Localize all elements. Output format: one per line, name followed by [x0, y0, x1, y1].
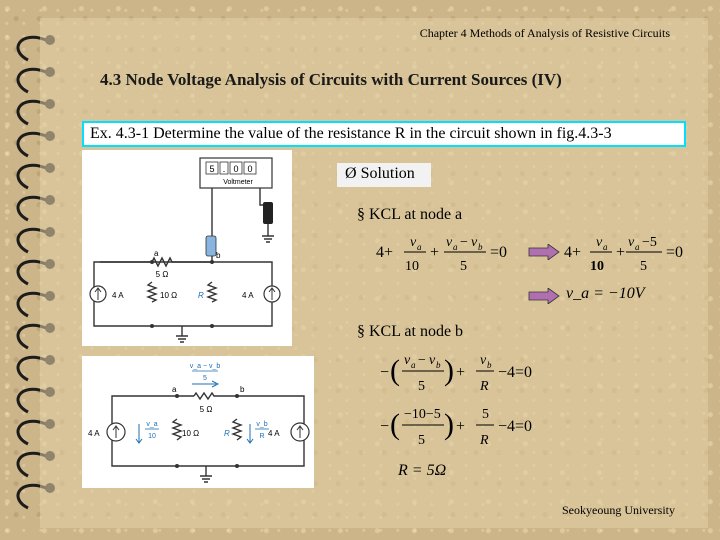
solution-label [337, 163, 431, 187]
svg-text:−10−5: −10−5 [404, 407, 441, 422]
result-r: R = 5Ω [398, 462, 447, 479]
svg-text:a: a [635, 242, 640, 252]
svg-text:v: v [596, 235, 603, 250]
arrow-bullet: Ø [345, 165, 357, 182]
kcl-node-b [357, 323, 463, 341]
top-current-den: 5 [203, 375, 207, 382]
svg-text:−4=0: −4=0 [498, 418, 533, 435]
kcl-node-b-text: KCL at node b [369, 323, 464, 340]
probe-blue [206, 236, 216, 256]
r-top-label: 5 Ω [155, 270, 169, 279]
svg-text:+: + [456, 418, 466, 435]
svg-text:): ) [444, 354, 454, 387]
square-bullet: § [357, 323, 365, 340]
svg-text:5: 5 [418, 379, 425, 394]
result-va: v_a = −10V [566, 285, 645, 302]
svg-text:b: b [478, 242, 483, 252]
circuit-figure-1 [82, 150, 292, 346]
svg-text:5: 5 [640, 259, 647, 274]
svg-text:−: − [418, 353, 426, 368]
svg-text:R: R [480, 379, 489, 394]
equation-kcl-b [378, 350, 558, 396]
svg-text:4+: 4+ [564, 244, 582, 261]
svg-text:5: 5 [482, 407, 489, 422]
svg-text:a: a [411, 360, 416, 370]
svg-text:5: 5 [460, 259, 467, 274]
svg-text:4+: 4+ [376, 244, 394, 261]
svg-text:5: 5 [418, 433, 425, 448]
r-right-label: R [198, 291, 204, 300]
svg-text:a: a [453, 242, 458, 252]
equation-kcl-a-substituted [562, 232, 702, 276]
svg-text:+: + [616, 244, 626, 261]
voltmeter-digit: . [222, 164, 226, 174]
voltmeter-label: Voltmeter [223, 179, 253, 186]
node-a-label: a [154, 249, 159, 258]
svg-text:−5: −5 [642, 235, 657, 250]
svg-text:v: v [446, 235, 453, 250]
node-b-label: b [240, 385, 245, 394]
top-current-num: v_a − v_b [189, 363, 221, 370]
right-current-num: v_b [256, 421, 268, 428]
src-left-label: 4 A [88, 429, 100, 438]
left-current-num: v_a [146, 421, 158, 428]
right-current-den: R [259, 433, 265, 440]
svg-text:=0: =0 [490, 244, 508, 261]
svg-text:−4=0: −4=0 [498, 364, 533, 381]
probe-black [263, 202, 273, 224]
arrow-right-icon [528, 288, 560, 304]
voltmeter-digit: 0 [247, 164, 253, 174]
src-right-label: 4 A [242, 291, 254, 300]
svg-text:10: 10 [405, 259, 419, 274]
r-left-label: 10 Ω [160, 291, 178, 300]
square-bullet: § [357, 206, 365, 223]
svg-text:a: a [417, 242, 422, 252]
svg-text:R: R [480, 433, 489, 448]
r-left-label: 10 Ω [182, 429, 200, 438]
svg-text:(: ( [390, 408, 400, 441]
svg-text:−: − [460, 235, 468, 250]
node-a-label: a [172, 385, 177, 394]
example-statement: Ex. 4.3-1 Determine the value of the resistance R in the circuit shown in fig.4.3-3 [82, 121, 686, 147]
src-right-label: 4 A [268, 429, 280, 438]
svg-text:−: − [380, 364, 390, 381]
node-b-label: b [216, 251, 221, 260]
slide-title: 4.3 Node Voltage Analysis of Circuits with Current Sources (IV) [100, 70, 562, 89]
svg-text:v: v [471, 235, 478, 250]
svg-text:v: v [628, 235, 635, 250]
svg-text:v: v [480, 353, 487, 368]
svg-text:v: v [410, 235, 417, 250]
svg-text:): ) [444, 408, 454, 441]
circuit-figure-2 [82, 356, 314, 488]
voltmeter-digit: 5 [209, 164, 215, 174]
svg-text:=0: =0 [666, 244, 684, 261]
equation-kcl-b-substituted [378, 404, 558, 452]
voltmeter-digit: 0 [233, 164, 239, 174]
arrow-right-icon [528, 244, 560, 260]
svg-text:−: − [380, 418, 390, 435]
svg-text:+: + [456, 364, 466, 381]
svg-text:b: b [487, 360, 492, 370]
svg-text:v: v [429, 353, 436, 368]
svg-text:+: + [430, 244, 440, 261]
svg-text:a: a [603, 242, 608, 252]
left-current-den: 10 [148, 433, 156, 440]
kcl-node-a [357, 206, 462, 224]
equation-kcl-a [374, 232, 524, 276]
r-right-label: R [224, 429, 230, 438]
svg-text:10: 10 [590, 259, 604, 274]
kcl-node-a-text: KCL at node a [369, 206, 463, 223]
r-top-label: 5 Ω [199, 405, 213, 414]
svg-text:(: ( [390, 354, 400, 387]
src-left-label: 4 A [112, 291, 124, 300]
solution-text: Solution [360, 165, 415, 182]
footer-university: Seokyeoung University [562, 503, 675, 517]
chapter-header: Chapter 4 Methods of Analysis of Resistive Circuits [419, 26, 670, 40]
svg-text:v: v [404, 353, 411, 368]
svg-text:b: b [436, 360, 441, 370]
